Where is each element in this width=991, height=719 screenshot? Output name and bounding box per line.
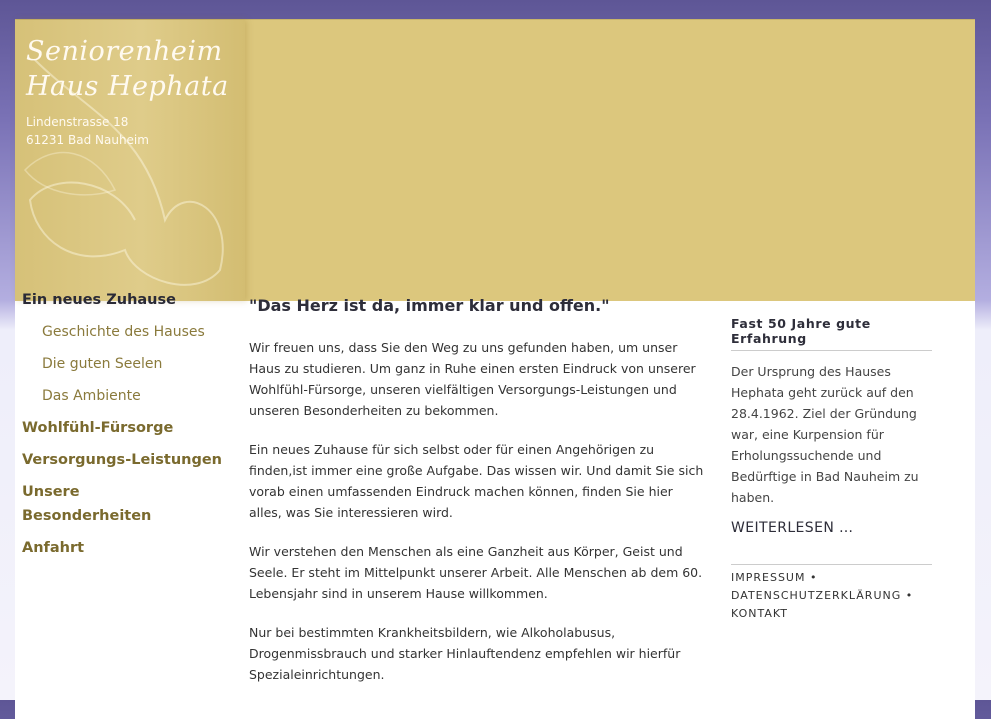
nav-item-ein-neues-zuhause[interactable]: Ein neues Zuhause bbox=[22, 292, 176, 308]
content-paragraph: Nur bei bestimmten Krankheitsbildern, wie Alkoholabusus, Drogenmissbrauch und starker Hinlauftendenz empfehlen wir hierfür Spezialeinrichtungen. bbox=[249, 625, 681, 682]
sidebar-heading: Fast 50 Jahre gute Erfahrung bbox=[731, 316, 932, 351]
address-street: Lindenstrasse 18 bbox=[26, 115, 129, 129]
nav-subitem-ambiente[interactable]: Das Ambiente bbox=[42, 388, 141, 404]
footer-links bbox=[731, 564, 932, 623]
nav-item-versorgungs-leistungen[interactable]: Versorgungs-Leistungen bbox=[22, 452, 222, 468]
nav-item-besonderheiten[interactable]: Unsere Besonderheiten bbox=[22, 484, 152, 524]
footer-separator: • bbox=[905, 589, 914, 602]
address-city: 61231 Bad Nauheim bbox=[26, 133, 149, 147]
site-title-line2: Haus Hephata bbox=[26, 71, 229, 102]
header-banner bbox=[15, 19, 975, 301]
nav-item-wohlfuehl-fuersorge[interactable]: Wohlfühl-Fürsorge bbox=[22, 420, 174, 436]
main-content bbox=[249, 295, 709, 703]
site-title-line1: Seniorenheim bbox=[26, 36, 223, 67]
read-more-link[interactable]: WEITERLESEN … bbox=[731, 520, 854, 536]
impressum-link[interactable]: IMPRESSUM bbox=[731, 571, 806, 584]
content-paragraph: Wir verstehen den Menschen als eine Ganzheit aus Körper, Geist und Seele. Er steht im Mittelpunkt unserer Arbeit. Alle Menschen ab dem 60. Lebensjahr sind in unserem Hause willkommen. bbox=[249, 544, 703, 601]
datenschutz-link[interactable]: DATENSCHUTZERKLÄRUNG bbox=[731, 589, 902, 602]
nav-subitem-gute-seelen[interactable]: Die guten Seelen bbox=[42, 356, 163, 372]
page-title: "Das Herz ist da, immer klar und offen." bbox=[249, 296, 610, 315]
site-address bbox=[26, 113, 149, 149]
sidebar bbox=[731, 316, 932, 623]
content-paragraph: Ein neues Zuhause für sich selbst oder für einen Angehörigen zu finden,ist immer eine große Aufgabe. Das wissen wir. Und damit Sie sich vorab einen umfassenden Eindruck machen können, finden Sie hier alles, was Sie interessieren wird. bbox=[249, 442, 704, 520]
intro-paragraph: Wir freuen uns, dass Sie den Weg zu uns gefunden haben, um unser Haus zu studieren. Um ganz in Ruhe einen ersten Eindruck von unserer Wohlfühl-Fürsorge, unseren vielfältigen Versorgungs-Leistungen und unseren Besonderheiten zu bekommen. bbox=[249, 340, 696, 418]
main-navigation bbox=[22, 288, 232, 568]
site-title bbox=[26, 34, 229, 104]
nav-item-anfahrt[interactable]: Anfahrt bbox=[22, 540, 85, 556]
kontakt-link[interactable]: KONTAKT bbox=[731, 607, 788, 620]
footer-separator: • bbox=[809, 571, 818, 584]
nav-subitem-geschichte[interactable]: Geschichte des Hauses bbox=[42, 324, 205, 340]
sidebar-text: Der Ursprung des Hauses Hephata geht zurück auf den 28.4.1962. Ziel der Gründung war, eine Kurpension für Erholungssuchende und Bedürftige in Bad Nauheim zu haben. bbox=[731, 364, 919, 505]
logo-panel[interactable] bbox=[15, 20, 245, 301]
